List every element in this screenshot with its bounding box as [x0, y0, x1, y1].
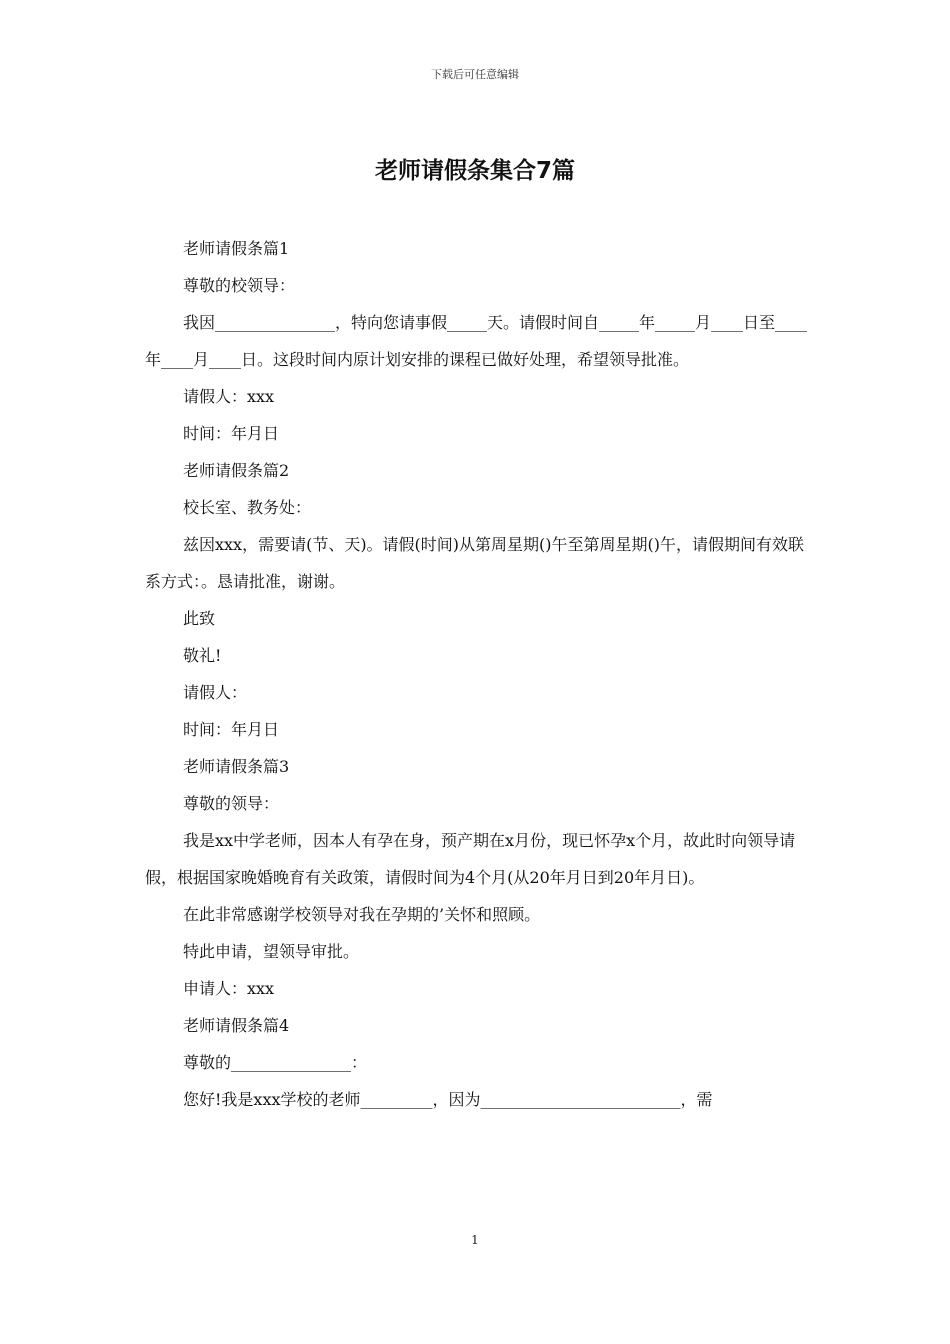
page-header-note: 下载后可任意编辑 — [431, 68, 519, 81]
body-paragraph: 特此申请，望领导审批。 — [183, 942, 360, 961]
body-paragraph: 我是xx中学老师，因本人有孕在身，预产期在x月份，现已怀孕x个月，故此时向领导请假，根据国家晚婚晚育有关政策，请假时间为4个月(从20年月日到20年月日)。 — [145, 831, 796, 887]
section-heading-3: 老师请假条篇3 — [183, 757, 290, 776]
document-body — [145, 230, 810, 1118]
section-heading-1: 老师请假条篇1 — [183, 239, 290, 258]
signature-line: 请假人：xxx — [183, 387, 275, 406]
salutation: 校长室、教务处： — [183, 498, 312, 517]
body-paragraph: 我因_______________，特向您请事假_____天。请假时间自_____年_____月____日至____年____月____日。这段时间内原计划安排的课程已做好处理，希望领导批准。 — [145, 313, 808, 369]
closing-line: 此致 — [183, 609, 216, 628]
section-heading-2: 老师请假条篇2 — [183, 461, 290, 480]
page-number: 1 — [471, 1233, 479, 1247]
salutation: 尊敬的_______________： — [183, 1053, 368, 1072]
section-heading-4: 老师请假条篇4 — [183, 1016, 290, 1035]
document-title: 老师请假条集合7篇 — [374, 158, 575, 184]
body-paragraph: 您好!我是xxx学校的老师_________，因为_________________________，需 — [183, 1090, 713, 1109]
date-line: 时间：年月日 — [183, 720, 280, 739]
closing-line: 敬礼! — [183, 646, 222, 665]
body-paragraph: 在此非常感谢学校领导对我在孕期的’关怀和照顾。 — [183, 905, 541, 924]
date-line: 时间：年月日 — [183, 424, 280, 443]
salutation: 尊敬的校领导： — [183, 276, 296, 295]
signature-line: 请假人： — [183, 683, 248, 702]
signature-line: 申请人：xxx — [183, 979, 275, 998]
body-paragraph: 兹因xxx，需要请(节、天)。请假(时间)从第周星期()午至第周星期()午，请假期间有效联系方式：。恳请批准，谢谢。 — [145, 535, 805, 591]
salutation: 尊敬的领导： — [183, 794, 280, 813]
